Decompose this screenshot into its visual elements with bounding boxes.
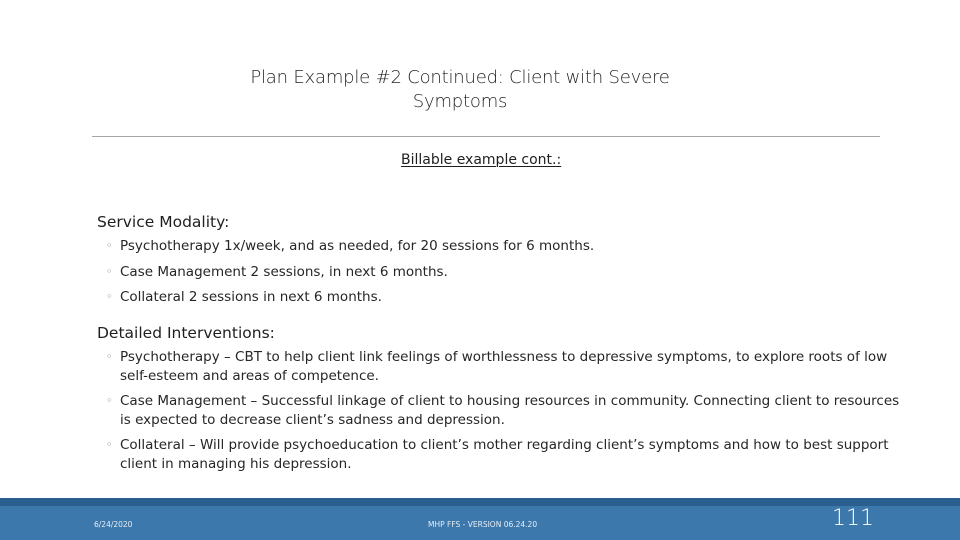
list-item: [97, 348, 910, 385]
page-number: 111: [832, 506, 874, 531]
list-item-text: Case Management – Successful linkage of client to housing resources in community. Connecting client to resources is expected to decrease client’s sadness and depression.: [120, 393, 900, 428]
footer-accent-band: [0, 498, 960, 506]
list-item: [97, 436, 910, 473]
list-item-text: Case Management 2 sessions, in next 6 months.: [120, 263, 448, 280]
slide-title-line-2: Symptoms: [412, 91, 508, 112]
list-item-text: Collateral 2 sessions in next 6 months.: [120, 289, 382, 305]
service-modality-heading: Service Modality:: [97, 213, 230, 231]
list-item-text: Psychotherapy 1x/week, and as needed, for 20 sessions for 6 months.: [120, 238, 595, 254]
detailed-interventions-list: [97, 348, 900, 473]
slide-title: [230, 66, 690, 114]
list-item: [97, 288, 897, 307]
bullet-icon: ◦: [106, 290, 113, 303]
list-item-text: Psychotherapy – CBT to help client link feelings of worthlessness to depressive symptoms, to explore roots of low self-esteem and areas of competence.: [120, 349, 888, 384]
title-divider: [92, 136, 880, 137]
bullet-icon: ◦: [106, 350, 113, 363]
slide-title-line-1: Plan Example #2 Continued: Client with Severe: [250, 67, 670, 88]
footer-date: 6/24/2020: [94, 520, 133, 529]
bullet-icon: ◦: [106, 438, 113, 451]
footer-bar: [0, 498, 960, 540]
bullet-icon: ◦: [106, 394, 113, 407]
bullet-icon: ◦: [106, 239, 113, 252]
detailed-interventions-section: [97, 323, 900, 480]
footer-version: MHP FFS - VERSION 06.24.20: [428, 520, 538, 529]
bullet-icon: ◦: [106, 264, 113, 278]
service-modality-list: [97, 237, 897, 307]
list-item: [97, 392, 910, 429]
list-item-text: Collateral – Will provide psychoeducation to client’s mother regarding client’s symptoms and how to best support client in managing his depression.: [120, 437, 889, 472]
list-item: [97, 263, 897, 282]
service-modality-section: [97, 212, 897, 314]
detailed-interventions-heading: Detailed Interventions:: [97, 324, 275, 342]
list-item: [97, 237, 897, 256]
slide-subtitle: Billable example cont.:: [401, 152, 562, 168]
